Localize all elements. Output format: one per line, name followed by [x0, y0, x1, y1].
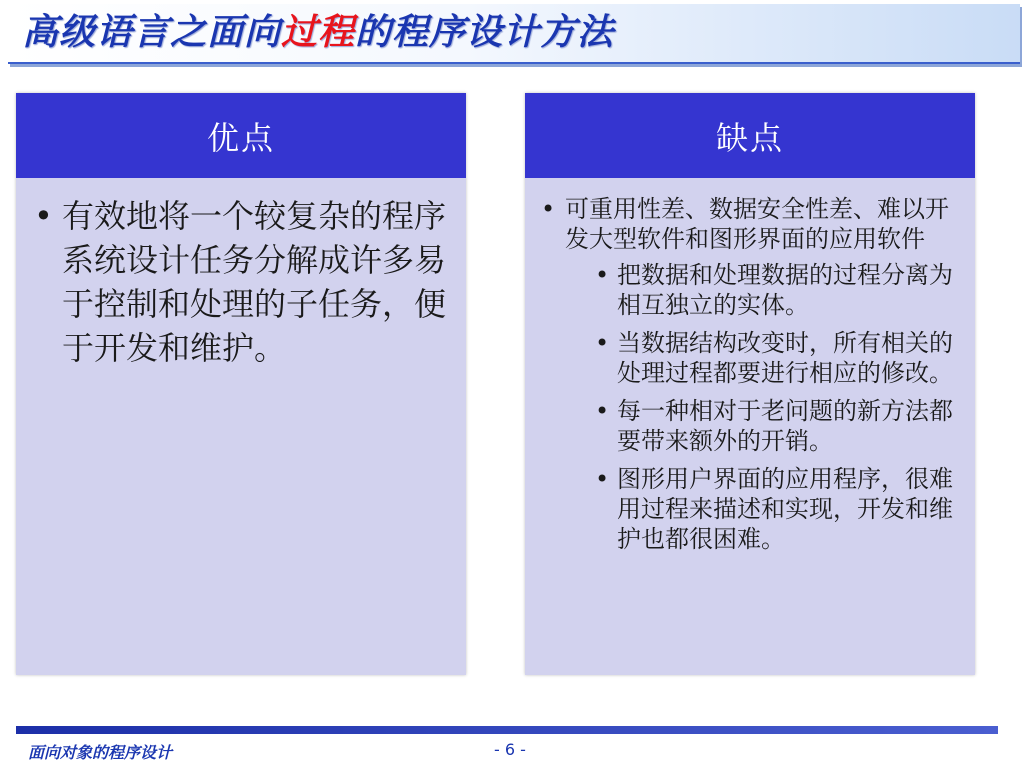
disadvantage-sub-item: • 当数据结构改变时，所有相关的处理过程都要进行相应的修改。 [589, 328, 955, 388]
advantage-item: • 有效地将一个较复杂的程序系统设计任务分解成许多易于控制和处理的子任务，便于开发和维护。 [32, 194, 446, 370]
disadvantages-body [525, 178, 975, 554]
advantages-list [32, 194, 446, 370]
disadvantage-sub-item: • 图形用户界面的应用程序，很难用过程来描述和实现，开发和维护也都很困难。 [589, 464, 955, 554]
disadvantages-heading: 缺点 [525, 93, 975, 178]
footer-divider [16, 726, 998, 734]
disadvantages-list [541, 194, 955, 554]
disadvantage-sub-list [565, 260, 955, 554]
advantages-body [16, 178, 466, 370]
footer-course-title: 面向对象的程序设计 [28, 743, 173, 762]
title-part2: 的程序设计方法 [355, 12, 615, 53]
advantages-heading: 优点 [16, 93, 466, 178]
disadvantage-item [541, 194, 955, 554]
title-bar [8, 4, 1020, 64]
disadvantage-text: 可重用性差、数据安全性差、难以开发大型软件和图形界面的应用软件 [565, 195, 949, 253]
page-number: - 6 - [494, 740, 526, 759]
disadvantage-sub-item: • 把数据和处理数据的过程分离为相互独立的实体。 [589, 260, 955, 320]
disadvantages-panel [525, 93, 975, 675]
advantages-panel [16, 93, 466, 675]
disadvantage-sub-item: • 每一种相对于老问题的新方法都要带来额外的开销。 [589, 396, 955, 456]
title-highlight: 过程 [281, 12, 356, 53]
slide-title [22, 8, 614, 58]
title-part1: 高级语言之面向 [22, 12, 282, 53]
